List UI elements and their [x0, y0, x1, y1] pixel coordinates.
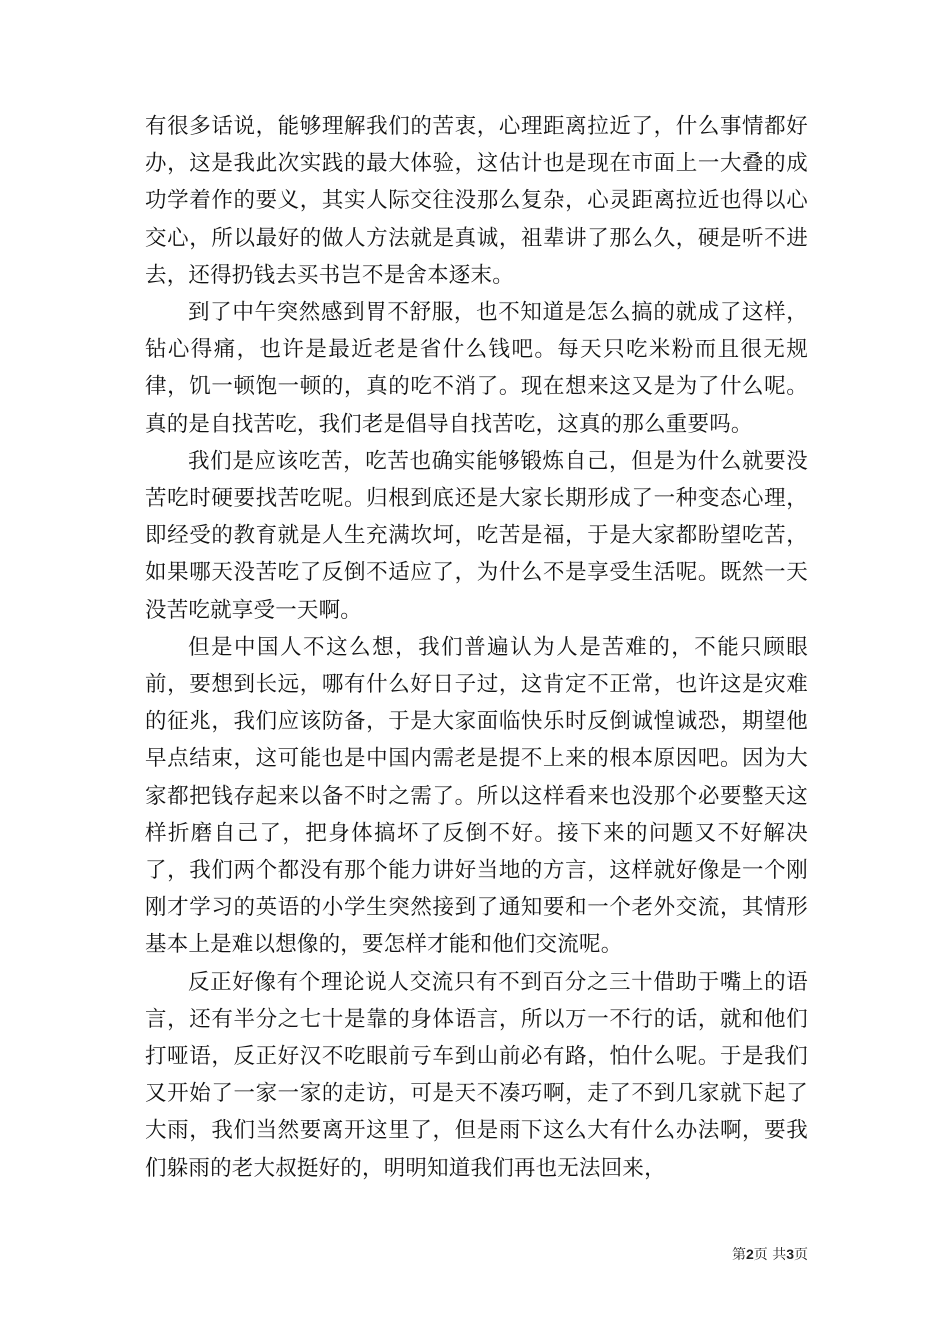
- footer-middle: 页 共: [753, 1247, 787, 1263]
- footer-prefix: 第: [731, 1247, 746, 1263]
- current-page-number: 2: [745, 1246, 754, 1262]
- paragraph-2: 到了中午突然感到胃不舒服，也不知道是怎么搞的就成了这样，钻心得痛，也许是最近老是省什么钱吧。每天只吃米粉而且很无规律，饥一顿饱一顿的，真的吃不消了。现在想来这又是为了什么呢。真的是自找苦吃，我们老是倡导自找苦吃，这真的那么重要吗。: [145, 300, 808, 437]
- paragraph-3: 我们是应该吃苦，吃苦也确实能够锻炼自己，但是为什么就要没苦吃时硬要找苦吃呢。归根到底还是大家长期形成了一种变态心理，即经受的教育就是人生充满坎坷，吃苦是福，于是大家都盼望吃苦，如果哪天没苦吃了反倒不适应了，为什么不是享受生活呢。既然一天没苦吃就享受一天啊。: [145, 448, 808, 623]
- paragraph-5: 反正好像有个理论说人交流只有不到百分之三十借助于嘴上的语言，还有半分之七十是靠的身体语言，所以万一不行的话，就和他们打哑语，反正好汉不吃眼前亏车到山前必有路，怕什么呢。于是我们又开始了一家一家的走访，可是天不凑巧啊，走了不到几家就下起了大雨，我们当然要离开这里了，但是雨下这么大有什么办法啊，要我们躲雨的老大叔挺好的，明明知道我们再也无法回来，: [145, 969, 808, 1181]
- document-body: [145, 108, 808, 1187]
- paragraph-1: 有很多话说，能够理解我们的苦衷，心理距离拉近了，什么事情都好办，这是我此次实践的最大体验，这估计也是现在市面上一大叠的成功学着作的要义，其实人际交往没那么复杂，心灵距离拉近也得以心交心，所以最好的做人方法就是真诚，祖辈讲了那么久，硬是听不进去，还得扔钱去买书岂不是舍本逐末。: [145, 114, 808, 288]
- paragraph-4: 但是中国人不这么想，我们普遍认为人是苦难的，不能只顾眼前，要想到长远，哪有什么好日子过，这肯定不正常，也许这是灾难的征兆，我们应该防备，于是大家面临快乐时反倒诚惶诚恐，期望他早点结束，这可能也是中国内需老是提不上来的根本原因吧。因为大家都把钱存起来以备不时之需了。所以这样看来也没那个必要整天这样折磨自己了，把身体搞坏了反倒不好。接下来的问题又不好解决了，我们两个都没有那个能力讲好当地的方言，这样就好像是一个刚刚才学习的英语的小学生突然接到了通知要和一个老外交流，其情形基本上是难以想像的，要怎样才能和他们交流呢。: [145, 634, 808, 958]
- page-number-footer: [0, 1244, 808, 1264]
- total-pages-number: 3: [786, 1246, 794, 1262]
- footer-suffix: 页: [794, 1247, 808, 1263]
